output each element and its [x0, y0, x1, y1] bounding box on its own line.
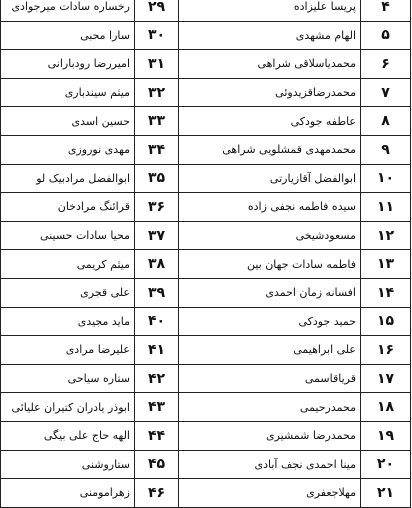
left-number-cell: ۳۹: [135, 278, 179, 307]
right-number-cell: ۲۰: [361, 450, 411, 479]
left-name-cell: امیررضا رودبارانی: [1, 50, 135, 79]
right-name-cell: مینا احمدی نجف آبادی: [179, 450, 361, 479]
table-row: [1, 278, 411, 307]
table-row: [1, 164, 411, 193]
right-number-cell: ۹: [361, 135, 411, 164]
left-name-cell: مهدی نوروزی: [1, 135, 135, 164]
right-name-cell: محمدرحیمی: [179, 393, 361, 422]
right-name-cell: افسانه زمان احمدی: [179, 278, 361, 307]
right-number-cell: ۱۶: [361, 336, 411, 365]
left-number-cell: ۴۴: [135, 421, 179, 450]
right-number-cell: ۱۸: [361, 393, 411, 422]
left-number-cell: ۳۶: [135, 193, 179, 222]
left-name-cell: ماید مجیدی: [1, 307, 135, 336]
left-number-cell: ۳۷: [135, 221, 179, 250]
right-number-cell: ۱۲: [361, 221, 411, 250]
left-name-cell: ابوذر یادران کتیران علیائی: [1, 393, 135, 422]
left-number-cell: ۴۶: [135, 479, 179, 508]
left-number-cell: ۳۱: [135, 50, 179, 79]
left-name-cell: میثم کریمی: [1, 250, 135, 279]
table-row: [1, 107, 411, 136]
right-number-cell: ۵: [361, 21, 411, 50]
left-number-cell: ۴۲: [135, 364, 179, 393]
table-row: [1, 135, 411, 164]
left-number-cell: ۳۰: [135, 21, 179, 50]
right-name-cell: محمدیاسلاقی شراهی: [179, 50, 361, 79]
table-row: [1, 50, 411, 79]
left-name-cell: زهرامومنی: [1, 479, 135, 508]
right-name-cell: ابوالفضل آقازیارتی: [179, 164, 361, 193]
left-name-cell: علیرضا مرادی: [1, 336, 135, 365]
right-number-cell: ۱۱: [361, 193, 411, 222]
left-number-cell: ۳۸: [135, 250, 179, 279]
left-name-cell: میثم سیندباری: [1, 78, 135, 107]
table-row: [1, 479, 411, 508]
left-number-cell: ۳۵: [135, 164, 179, 193]
table-row: [1, 250, 411, 279]
right-number-cell: ۸: [361, 107, 411, 136]
right-number-cell: ۴: [361, 0, 411, 21]
table-row: [1, 364, 411, 393]
roster-body: [1, 0, 411, 507]
table-row: [1, 393, 411, 422]
left-number-cell: ۳۴: [135, 135, 179, 164]
left-name-cell: ستاره سیاحی: [1, 364, 135, 393]
left-name-cell: قرائنگ مرادخان: [1, 193, 135, 222]
right-number-cell: ۱۰: [361, 164, 411, 193]
right-number-cell: ۱۴: [361, 278, 411, 307]
left-name-cell: الهه حاج علی بیگی: [1, 421, 135, 450]
left-name-cell: علی قجری: [1, 278, 135, 307]
table-row: [1, 221, 411, 250]
right-number-cell: ۲۱: [361, 479, 411, 508]
right-name-cell: مسعودشیخی: [179, 221, 361, 250]
right-name-cell: علی ابراهیمی: [179, 336, 361, 365]
right-name-cell: عاطفه جودکی: [179, 107, 361, 136]
left-name-cell: ستاروشنی: [1, 450, 135, 479]
left-number-cell: ۴۱: [135, 336, 179, 365]
table-row: [1, 193, 411, 222]
table-row: [1, 421, 411, 450]
left-number-cell: ۴۳: [135, 393, 179, 422]
left-number-cell: ۳۳: [135, 107, 179, 136]
right-name-cell: پریسا علیزاده: [179, 0, 361, 21]
table-row: [1, 307, 411, 336]
right-name-cell: سیده فاطمه نجفی زاده: [179, 193, 361, 222]
right-name-cell: حمید جودکی: [179, 307, 361, 336]
left-name-cell: محیا سادات حسینی: [1, 221, 135, 250]
table-row: [1, 336, 411, 365]
left-number-cell: ۴۵: [135, 450, 179, 479]
table-row: [1, 450, 411, 479]
right-number-cell: ۱۳: [361, 250, 411, 279]
right-name-cell: محمدرضاقزیدوئی: [179, 78, 361, 107]
table-row: [1, 0, 411, 21]
left-number-cell: ۴۰: [135, 307, 179, 336]
right-number-cell: ۶: [361, 50, 411, 79]
right-name-cell: محمدمهدی قمشلویی شراهی: [179, 135, 361, 164]
left-name-cell: رخساره سادات میرجوادی: [1, 0, 135, 21]
right-name-cell: مهلاجعفری: [179, 479, 361, 508]
table-row: [1, 78, 411, 107]
right-number-cell: ۷: [361, 78, 411, 107]
right-name-cell: قریاقاسمی: [179, 364, 361, 393]
left-name-cell: سارا محبی: [1, 21, 135, 50]
right-number-cell: ۱۹: [361, 421, 411, 450]
left-number-cell: ۳۲: [135, 78, 179, 107]
right-name-cell: محمدرضا شمشیری: [179, 421, 361, 450]
table-row: [1, 21, 411, 50]
left-name-cell: ابوالفضل مرادبیک لو: [1, 164, 135, 193]
right-number-cell: ۱۵: [361, 307, 411, 336]
right-name-cell: فاطمه سادات جهان بین: [179, 250, 361, 279]
left-name-cell: حسین اسدی: [1, 107, 135, 136]
right-name-cell: الهام مشهدی: [179, 21, 361, 50]
left-number-cell: ۲۹: [135, 0, 179, 21]
right-number-cell: ۱۷: [361, 364, 411, 393]
